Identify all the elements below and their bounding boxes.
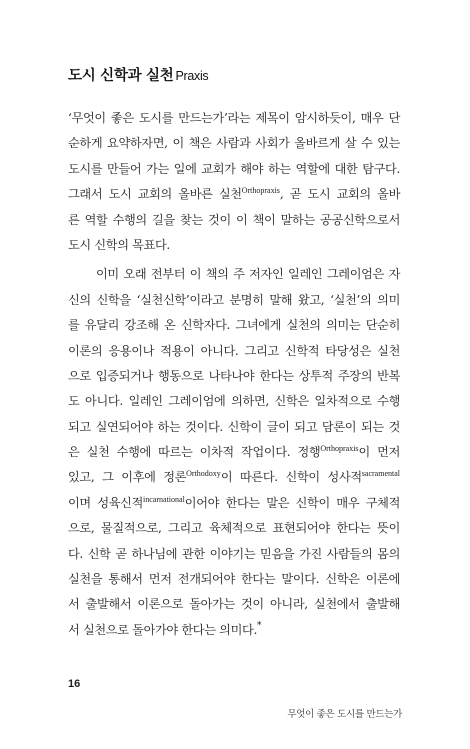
latin-gloss: Orthopraxis (241, 186, 280, 196)
text-line (68, 618, 400, 643)
text-run: 이 따른다. 신학이 성사적 (220, 470, 362, 485)
text-run: 이며 성육신적 (68, 495, 144, 510)
text-run: 다. 신학 곧 하나님에 관한 이야기는 믿음을 가진 사람들의 몸의 (68, 546, 400, 561)
text-run: 으로, 물질적으로, 그리고 육체적으로 표현되어야 한다는 뜻이 (68, 521, 400, 536)
text-line (68, 491, 400, 516)
text-run: 신의 신학을 ‘실천신학’이라고 분명히 말해 왔고, ‘실천’의 의미 (68, 292, 400, 307)
text-line (68, 262, 400, 287)
latin-gloss: incarnational (143, 494, 185, 504)
page-number: 16 (68, 678, 81, 690)
text-run: 으로 입증되거나 행동으로 나타나야 한다는 상투적 주장의 반복 (68, 368, 400, 383)
body-text (68, 106, 400, 643)
text-run: 이미 오래 전부터 이 책의 주 저자인 일레인 그레이엄은 자 (96, 267, 400, 282)
text-run: 실천을 통해서 먼저 전개되어야 한다는 말이다. 신학은 이론에 (68, 572, 400, 587)
text-line (68, 339, 400, 364)
text-run: 은 실천 수행에 따르는 이차적 작업이다. 정행 (68, 445, 321, 460)
text-run: 서 실천으로 돌아가야 한다는 의미다. (68, 622, 257, 637)
section-title-latin: Praxis (175, 69, 209, 83)
running-footer-title: 무엇이 좋은 도시를 만드는가 (287, 709, 402, 720)
text-line (68, 389, 400, 414)
text-line (68, 364, 400, 389)
text-run: 른 역할 수행의 길을 찾는 것이 이 책이 말하는 공공신학으로서 (68, 212, 400, 227)
latin-gloss: Orthopraxis (320, 444, 359, 454)
latin-gloss: sacramental (361, 469, 400, 479)
text-line (68, 415, 400, 440)
text-line (68, 592, 400, 617)
text-run: 순하게 요약하자면, 이 책은 사람과 사회가 올바르게 살 수 있는 (68, 136, 400, 151)
text-run: , 곧 도시 교회의 올바 (279, 187, 400, 202)
text-run: 도 아니다. 일레인 그레이엄에 의하면, 신학은 일차적으로 수행 (68, 394, 400, 409)
section-title (68, 64, 208, 85)
latin-gloss: Orthodoxy (186, 469, 221, 479)
text-run: 그래서 도시 교회의 올바른 실천 (68, 187, 242, 202)
text-line (68, 182, 400, 207)
footnote-marker: * (256, 620, 262, 631)
text-line (68, 131, 400, 156)
text-line (68, 288, 400, 313)
text-line (68, 542, 400, 567)
text-line (68, 106, 400, 131)
text-run: 이 먼저 (358, 445, 400, 460)
text-line (68, 208, 400, 233)
text-line (68, 157, 400, 182)
text-line (68, 233, 400, 258)
section-title-korean: 도시 신학과 실천 (68, 68, 174, 84)
text-line (68, 313, 400, 338)
text-run: 서 출발해서 이론으로 돌아가는 것이 아니라, 실천에서 출발해 (68, 597, 400, 612)
text-run: 되고 실연되어야 하는 것이다. 신학이 글이 되고 담론이 되는 것 (68, 419, 400, 434)
text-run: 도시 신학의 목표다. (68, 237, 170, 252)
text-run: ‘무엇이 좋은 도시를 만드는가’라는 제목이 암시하듯이, 매우 단 (68, 111, 400, 125)
text-line (68, 516, 400, 541)
text-line (68, 465, 400, 490)
text-run: 이론의 응용이나 적용이 아니다. 그리고 신학적 타당성은 실천 (68, 343, 400, 358)
text-run: 있고, 그 이후에 정론 (68, 470, 187, 485)
text-run: 도시를 만들어 가는 일에 교회가 해야 하는 역할에 대한 탐구다. (68, 161, 400, 176)
text-line (68, 440, 400, 465)
text-run: 를 유달리 강조해 온 신학자다. 그녀에게 실천의 의미는 단순히 (68, 318, 400, 333)
text-run: 이어야 한다는 말은 신학이 매우 구체적 (184, 495, 400, 510)
text-line (68, 567, 400, 592)
